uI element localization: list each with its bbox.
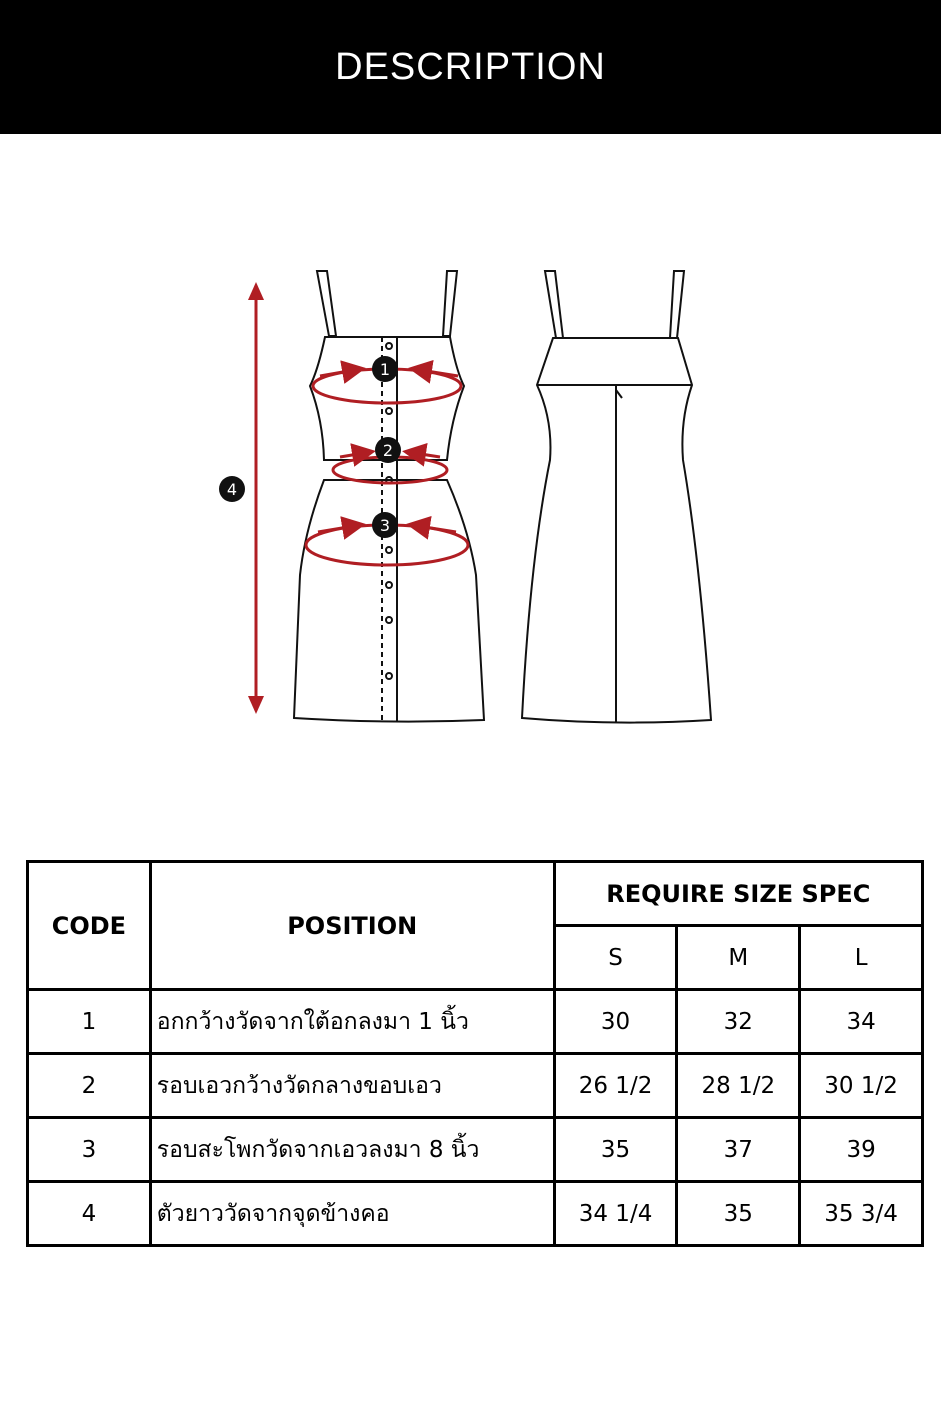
svg-text:1: 1 [379,360,391,379]
page-title: DESCRIPTION [335,45,606,88]
svg-text:2: 2 [382,441,394,460]
dress-back [522,271,711,723]
table-row [28,1054,923,1118]
marker-3 [372,512,398,538]
header-bar [0,0,941,134]
spec-header: REQUIRE SIZE SPEC [554,862,922,926]
row-code: 1 [28,990,151,1054]
code-header: CODE [28,862,151,990]
row-value-m: 32 [677,990,800,1054]
marker-2 [375,437,401,463]
row-value-s: 34 1/4 [554,1182,677,1246]
dress-front [294,271,484,722]
row-position: ตัวยาววัดจากจุดข้างคอ [150,1182,554,1246]
length-arrow [248,282,264,714]
row-code: 2 [28,1054,151,1118]
table-row [28,1118,923,1182]
row-value-l: 35 3/4 [800,1182,923,1246]
size-header-s: S [554,926,677,990]
row-value-m: 37 [677,1118,800,1182]
row-code: 3 [28,1118,151,1182]
row-code: 4 [28,1182,151,1246]
table-row [28,990,923,1054]
row-value-s: 26 1/2 [554,1054,677,1118]
size-header-m: M [677,926,800,990]
dress-measurement-diagram [0,240,941,740]
svg-text:3: 3 [379,516,391,535]
row-position: รอบเอวกว้างวัดกลางขอบเอว [150,1054,554,1118]
position-header: POSITION [150,862,554,990]
row-value-l: 39 [800,1118,923,1182]
size-header-l: L [800,926,923,990]
row-position: อกกว้างวัดจากใต้อกลงมา 1 นิ้ว [150,990,554,1054]
marker-1 [372,356,398,382]
row-value-s: 35 [554,1118,677,1182]
row-value-m: 35 [677,1182,800,1246]
row-value-m: 28 1/2 [677,1054,800,1118]
row-value-l: 30 1/2 [800,1054,923,1118]
table-header-row [28,862,923,926]
svg-text:4: 4 [226,480,238,499]
row-value-l: 34 [800,990,923,1054]
size-spec-table [26,860,924,1247]
row-value-s: 30 [554,990,677,1054]
table-row [28,1182,923,1246]
marker-4 [219,476,245,502]
row-position: รอบสะโพกวัดจากเอวลงมา 8 นิ้ว [150,1118,554,1182]
